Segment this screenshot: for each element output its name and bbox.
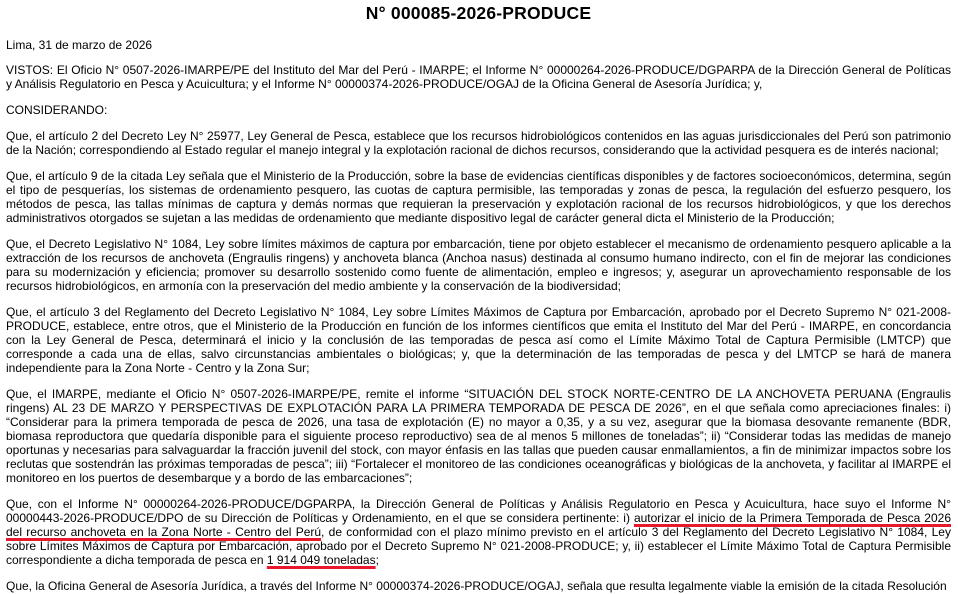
paragraph-dgparpa bbox=[6, 497, 951, 567]
paragraph-reglamento: Que, el artículo 3 del Reglamento del Decreto Legislativo N° 1084, Ley sobre Límites Máximos de Captura por Embarcación, aprobado por el Decreto Supremo N° 021-2008-PRODUCE, establece, entre otros, que el Ministerio de la Producción en función de los informes científicos que emita el Instituto del Mar del Perú - IMARPE, en concordancia con la Ley General de Pesca, determinará el inicio y la conclusión de las temporadas de pesca así como el Límite Máximo Total de Captura Permisible (LMTCP) que corresponde a cada una de ellas, salvo circunstancias ambientales o biológicas; y, que la determinación de las temporadas de pesca y del LMTCP se hará de manera independiente para la Zona Norte - Centro y la Zona Sur; bbox=[6, 305, 951, 375]
considerando-heading: CONSIDERANDO: bbox=[6, 103, 108, 117]
dgparpa-text-start: Que, con el Informe N° 00000264-2026-PRODUCE/DGPARPA, la Dirección General de Políticas y Análisis Regulatorio en Pesca y Acuicultura, hace suyo el Informe N° 00000443-2026-PRODUCE/DPO de su Dirección de Políticas y Ordenamiento, en el que se considera pertinente: i) bbox=[6, 497, 951, 525]
dgparpa-text-end: ; bbox=[375, 553, 379, 567]
dgparpa-text-middle: , de conformidad con el plazo mínimo previsto en el artículo 3 del Reglamento del Decreto Legislativo N° 1084, Ley sobre Límites Máximos de Captura por Embarcación, aprobado por el Decreto Supremo N° 021-2008-PRODUCE; y, ii) establecer el Límite Máximo Total de Captura Permisible correspondiente a dicha temporada de pesca en bbox=[6, 525, 951, 567]
paragraph-imarpe: Que, el IMARPE, mediante el Oficio N° 0507-2026-IMARPE/PE, remite el informe “SITUACIÓN DEL STOCK NORTE-CENTRO DE LA ANCHOVETA PERUANA (Engraulis ringens) AL 23 DE MARZO Y PERSPECTIVAS DE EXPLOTACIÓN PARA LA PRIMERA TEMPORADA DE PESCA DE 2026”, en el que señala como apreciaciones finales: i) “Considerar para la primera temporada de pesca de 2026, una tasa de explotación (E) no mayor a 0,35, y a su vez, asegurar que la biomasa desovante remanente (BDR, biomasa reproductora que quedaría disponible para el siguiente proceso reproductivo) sea de al menos 5 millones de toneladas”; ii) “Considerar todas las medidas de manejo oportunas y necesarias para salvaguardar la fracción juvenil del stock, con mayor énfasis en las tallas que pueden causar enmallamientos, a fin de minimizar impactos sobre los reclutas que sostendrán las próximas temporadas de pesca”; iii) “Fortalecer el monitoreo de las condiciones oceanográficas y biológicas de la anchoveta, y facilitar al IMARPE el monitoreo en los puertos de desembarque y a bordo de las embarcaciones”; bbox=[6, 387, 951, 485]
document-page bbox=[6, 0, 951, 593]
document-title: N° 000085-2026-PRODUCE bbox=[365, 3, 592, 23]
document-date: Lima, 31 de marzo de 2026 bbox=[6, 38, 153, 52]
paragraph-dl-1084: Que, el Decreto Legislativo N° 1084, Ley sobre límites máximos de captura por embarcación, tiene por objeto establecer el mecanismo de ordenamiento pesquero aplicable a la extracción de los recursos de anchoveta (Engraulis ringens) y anchoveta blanca (Anchoa nasus) destinada al consumo humano indirecto, con el fin de mejorar las condiciones para su modernización y eficiencia; promover su desarrollo sostenido como fuente de alimentación, empleo e ingresos; y, asegurar un aprovechamiento responsable de los recursos hidrobiológicos, en armonía con la preservación del medio ambiente y la conservación de la biodiversidad; bbox=[6, 237, 951, 293]
highlight-season-authorization: autorizar el inicio de la Primera Temporada de Pesca 2026 del recurso anchoveta en la Zona Norte - Centro del Perú bbox=[6, 511, 951, 539]
highlight-tonnage: 1 914 049 toneladas bbox=[266, 553, 376, 567]
paragraph-article-9: Que, el artículo 9 de la citada Ley señala que el Ministerio de la Producción, sobre la base de evidencias científicas disponibles y de factores socioeconómicos, determina, según el tipo de pesquerías, los sistemas de ordenamiento pesquero, las cuotas de captura permisible, las temporadas y zonas de pesca, la regulación del esfuerzo pesquero, los métodos de pesca, las tallas mínimas de captura y demás normas que requieran la preservación y explotación racional de los recursos hidrobiológicos, y que los derechos administrativos otorgados se sujetan a las medidas de ordenamiento que mediante dispositivo legal de carácter general dicta el Ministerio de la Producción; bbox=[6, 169, 951, 225]
paragraph-article-2: Que, el artículo 2 del Decreto Ley N° 25977, Ley General de Pesca, establece que los recursos hidrobiológicos contenidos en las aguas jurisdiccionales del Perú son patrimonio de la Nación; correspondiendo al Estado regular el manejo integral y la explotación racional de dichos recursos, considerando que la actividad pesquera es de interés nacional; bbox=[6, 129, 951, 157]
vistos-paragraph: VISTOS: El Oficio N° 0507-2026-IMARPE/PE del Instituto del Mar del Perú - IMARPE; el Informe N° 00000264-2026-PRODUCE/DGPARPA de la Dirección General de Políticas y Análisis Regulatorio en Pesca y Acuicultura; y el Informe N° 00000374-2026-PRODUCE/OGAJ de la Oficina General de Asesoría Jurídica; y, bbox=[6, 63, 951, 91]
paragraph-ogaj: Que, la Oficina General de Asesoría Jurídica, a través del Informe N° 00000374-2026-PRODUCE/OGAJ, señala que resulta legalmente viable la emisión de la citada Resolución bbox=[6, 579, 947, 593]
